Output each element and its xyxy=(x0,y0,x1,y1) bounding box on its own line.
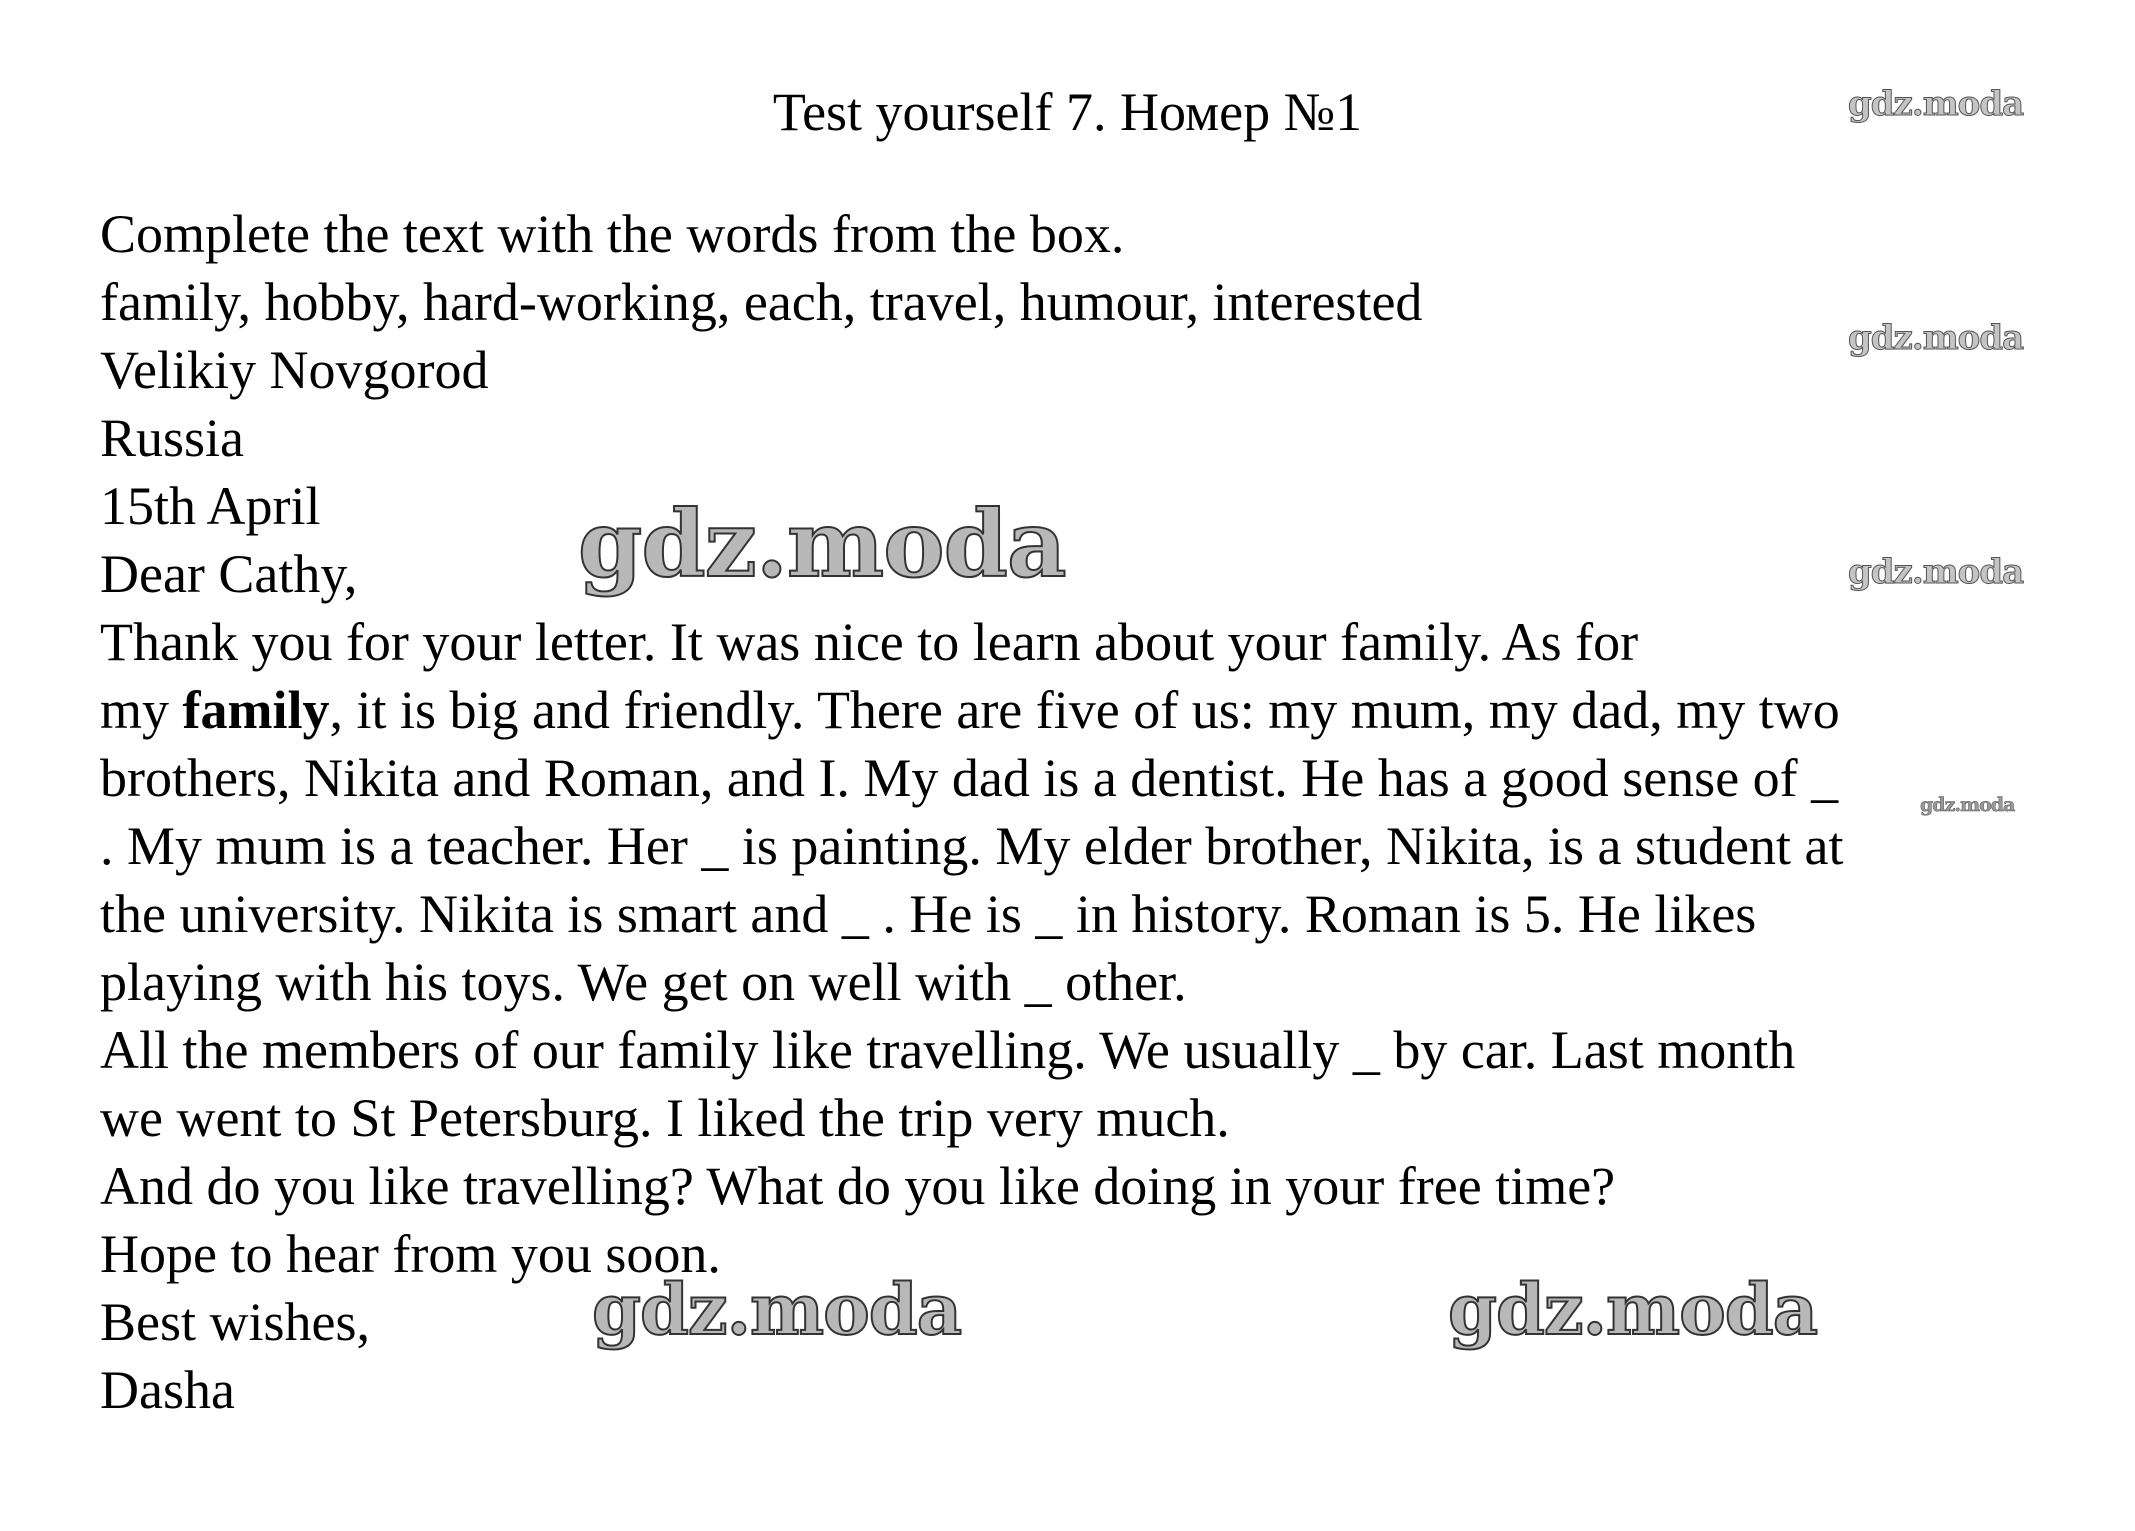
letter-text-line: All the members of our family like travelling. We usually _ by car. Last month xyxy=(100,1020,1796,1080)
watermark: gdz.moda xyxy=(1448,1268,1818,1351)
watermark: gdz.moda xyxy=(1848,552,2024,592)
page-title: Test yourself 7. Номер №1 xyxy=(772,82,1363,142)
watermark: gdz.moda xyxy=(1848,318,2024,358)
instruction-line: Complete the text with the words from the box. xyxy=(100,204,1125,264)
watermark: gdz.moda xyxy=(578,490,1066,598)
watermark: gdz.moda xyxy=(1920,794,2015,816)
letter-text-line: And do you like travelling? What do you like doing in your free time? xyxy=(100,1156,1616,1216)
address-city: Velikiy Novgorod xyxy=(100,340,489,400)
text-segment: my xyxy=(100,680,183,740)
letter-text-line xyxy=(100,676,1840,744)
letter-date: 15th April xyxy=(100,476,321,536)
watermark: gdz.moda xyxy=(592,1268,962,1351)
letter-text-line: we went to St Petersburg. I liked the trip very much. xyxy=(100,1088,1230,1148)
address-country: Russia xyxy=(100,408,245,468)
letter-text-line: Thank you for your letter. It was nice to learn about your family. As for xyxy=(100,612,1639,672)
letter-text-line: . My mum is a teacher. Her _ is painting. My elder brother, Nikita, is a student at xyxy=(100,816,1844,876)
letter-closing: Best wishes, xyxy=(100,1292,370,1352)
watermark: gdz.moda xyxy=(1848,84,2024,124)
letter-greeting: Dear Cathy, xyxy=(100,544,358,604)
text-segment: , it is big and friendly. There are five of us: my mum, my dad, my two xyxy=(329,680,1840,740)
letter-text-line: brothers, Nikita and Roman, and I. My dad is a dentist. He has a good sense of _ xyxy=(100,748,1839,808)
letter-text-line: the university. Nikita is smart and _ . He is _ in history. Roman is 5. He likes xyxy=(100,884,1757,944)
letter-text-line: Hope to hear from you soon. xyxy=(100,1224,721,1284)
letter-signature: Dasha xyxy=(100,1360,235,1420)
filled-answer: family xyxy=(182,680,330,740)
letter-text-line: playing with his toys. We get on well with _ other. xyxy=(100,952,1187,1012)
word-box-line: family, hobby, hard-working, each, travel, humour, interested xyxy=(100,272,1423,332)
